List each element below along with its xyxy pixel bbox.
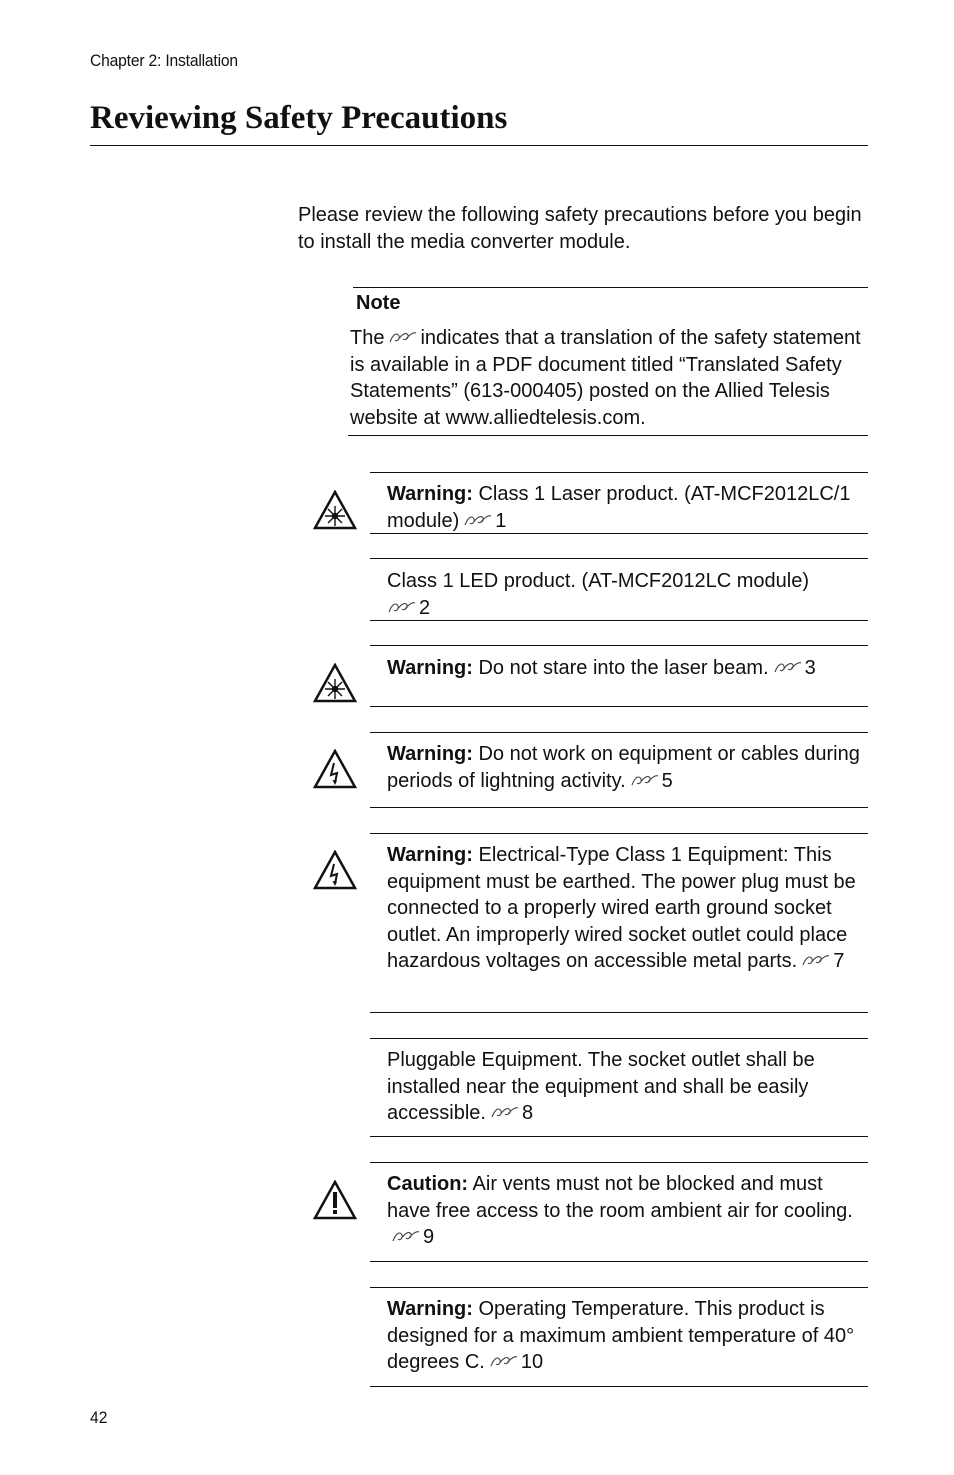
item-rule-top xyxy=(370,833,868,834)
item-ref: 3 xyxy=(804,657,816,679)
item-rule-top xyxy=(370,1287,868,1288)
laser-warning-icon xyxy=(313,490,357,530)
translation-icon xyxy=(463,513,493,527)
item-ref: 7 xyxy=(833,950,845,972)
translation-icon xyxy=(490,1105,520,1119)
safety-item xyxy=(387,655,862,682)
item-rule-top xyxy=(370,732,868,733)
intro-paragraph: Please review the following safety precautions before you begin to install the media converter module. xyxy=(298,204,862,253)
item-rule-bottom xyxy=(370,1386,868,1387)
translation-icon xyxy=(388,330,418,344)
note-text-post: indicates that a translation of the safety statement is available in a PDF document titled “Translated Safety Statements” (613-000405) posted on the Allied Telesis website at www.alliedtelesis.com. xyxy=(350,327,861,429)
safety-item xyxy=(387,568,862,621)
item-rule-top xyxy=(370,558,868,559)
item-text: Air vents must not be blocked and must have free access to the room ambient air for cooling. xyxy=(387,1173,853,1222)
safety-item xyxy=(387,1296,862,1376)
item-rule-bottom xyxy=(370,807,868,808)
safety-item xyxy=(387,481,862,534)
safety-item xyxy=(387,1047,862,1127)
item-ref: 2 xyxy=(419,596,431,619)
item-ref: 5 xyxy=(661,769,673,792)
safety-item xyxy=(387,842,862,975)
translation-icon xyxy=(489,1354,519,1368)
item-text: Class 1 Laser product. (AT-MCF2012LC/1 module) xyxy=(387,483,851,532)
item-label: Warning: xyxy=(387,743,473,765)
electrical-warning-icon xyxy=(313,749,357,789)
item-rule-top xyxy=(370,472,868,473)
translation-icon xyxy=(387,600,417,614)
translation-icon xyxy=(801,953,831,967)
item-ref: 9 xyxy=(423,1226,435,1248)
translation-icon xyxy=(773,660,803,674)
item-rule-bottom xyxy=(370,1136,868,1137)
item-rule-bottom xyxy=(370,1261,868,1262)
item-rule-top xyxy=(370,1162,868,1163)
note-body xyxy=(350,325,870,431)
item-rule-top xyxy=(370,1038,868,1039)
safety-item xyxy=(387,741,862,794)
item-ref: 10 xyxy=(520,1351,544,1373)
item-label: Warning: xyxy=(387,483,473,505)
item-text: Electrical-Type Class 1 Equipment: This equipment must be earthed. The power plug must be connected to a properly wired earth ground socket outlet. An improperly wired socket outlet could place hazardous voltages on accessible metal parts. xyxy=(387,844,856,972)
item-rule-top xyxy=(370,645,868,646)
item-rule-bottom xyxy=(370,533,868,534)
chapter-header: Chapter 2: Installation xyxy=(90,51,238,70)
item-label: Warning: xyxy=(387,1298,473,1320)
translation-icon xyxy=(630,773,660,787)
page-title: Reviewing Safety Precautions xyxy=(90,100,508,136)
item-rule-bottom xyxy=(370,706,868,707)
item-label: Caution: xyxy=(387,1173,469,1195)
item-text: Do not work on equipment or cables during periods of lightning activity. xyxy=(387,743,860,792)
note-bottom-rule xyxy=(348,435,868,436)
item-text: Operating Temperature. This product is designed for a maximum ambient temperature of 40° degrees C. xyxy=(387,1298,855,1373)
item-ref: 8 xyxy=(521,1102,534,1124)
translation-icon xyxy=(391,1229,421,1243)
item-text: Do not stare into the laser beam. xyxy=(478,657,769,679)
note-top-rule xyxy=(353,287,868,288)
electrical-warning-icon xyxy=(313,850,357,890)
note-text-pre: The xyxy=(350,327,385,349)
safety-item xyxy=(387,1171,862,1251)
page-number: 42 xyxy=(90,1408,108,1427)
item-label: Warning: xyxy=(387,844,473,866)
item-label: Warning: xyxy=(387,657,473,679)
note-heading: Note xyxy=(356,292,401,314)
item-text: Class 1 LED product. (AT-MCF2012LC module) xyxy=(387,570,810,592)
title-rule xyxy=(90,145,868,146)
item-ref: 1 xyxy=(495,509,507,532)
item-text: Pluggable Equipment. The socket outlet shall be installed near the equipment and shall be easily accessible. xyxy=(387,1049,815,1124)
caution-icon xyxy=(313,1180,357,1220)
laser-warning-icon xyxy=(313,663,357,703)
item-rule-bottom xyxy=(370,1012,868,1013)
item-rule-bottom xyxy=(370,620,868,621)
